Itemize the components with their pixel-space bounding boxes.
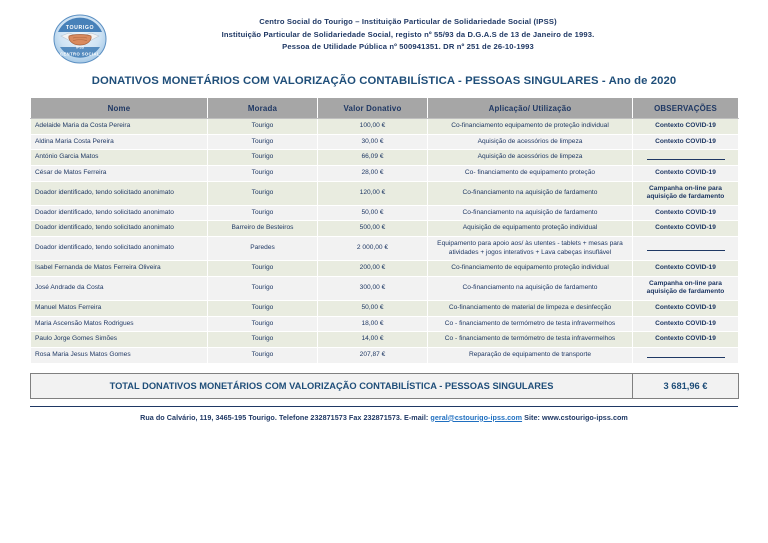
table-row bbox=[31, 166, 739, 182]
cell-valor: 50,00 € bbox=[318, 300, 428, 316]
table-row bbox=[31, 347, 739, 363]
cell-valor: 200,00 € bbox=[318, 261, 428, 277]
table-row bbox=[31, 181, 739, 205]
document-header bbox=[0, 0, 768, 64]
cell-valor: 2 000,00 € bbox=[318, 237, 428, 261]
cell-valor: 50,00 € bbox=[318, 205, 428, 221]
cell-aplicacao: Co-financiamento equipamento de proteção individual bbox=[428, 119, 633, 135]
cell-aplicacao: Co-financiamento na aquisição de fardamento bbox=[428, 181, 633, 205]
cell-aplicacao: Aquisição de acessórios de limpeza bbox=[428, 134, 633, 150]
cell-observacoes: Contexto COVID-19 bbox=[633, 221, 739, 237]
table-row bbox=[31, 205, 739, 221]
total-row bbox=[31, 373, 739, 398]
cell-morada: Tourigo bbox=[208, 332, 318, 348]
cell-observacoes: Contexto COVID-19 bbox=[633, 316, 739, 332]
cell-observacoes: Contexto COVID-19 bbox=[633, 205, 739, 221]
cell-nome: Isabel Fernanda de Matos Ferreira Oliveira bbox=[31, 261, 208, 277]
cell-observacoes: Contexto COVID-19 bbox=[633, 119, 739, 135]
cell-aplicacao: Co-financiamento de material de limpeza e desinfecção bbox=[428, 300, 633, 316]
donations-table-body bbox=[31, 119, 739, 364]
column-header-morada: Morada bbox=[208, 98, 318, 119]
org-line-1: Centro Social do Tourigo – Instituição Particular de Solidariedade Social (IPSS) bbox=[259, 17, 557, 26]
footer-address-text: Rua do Calvário, 119, 3465-195 Tourigo. Telefone 232871573 Fax 232871573. E-mail: bbox=[140, 412, 431, 422]
cell-morada: Tourigo bbox=[208, 166, 318, 182]
organization-identity-block bbox=[78, 12, 738, 54]
cell-morada: Tourigo bbox=[208, 150, 318, 166]
cell-nome: Adelaide Maria da Costa Pereira bbox=[31, 119, 208, 135]
cell-morada: Tourigo bbox=[208, 119, 318, 135]
footer-divider bbox=[30, 406, 738, 407]
cell-aplicacao: Co-financiamento de equipamento proteção individual bbox=[428, 261, 633, 277]
table-row bbox=[31, 276, 739, 300]
svg-text:CENTRO SOCIAL: CENTRO SOCIAL bbox=[60, 51, 100, 57]
total-table bbox=[30, 373, 739, 399]
footer-site-text: Site: www.cstourigo-ipss.com bbox=[522, 412, 628, 422]
cell-nome: António Garcia Matos bbox=[31, 150, 208, 166]
cell-nome: Manuel Matos Ferreira bbox=[31, 300, 208, 316]
cell-morada: Tourigo bbox=[208, 261, 318, 277]
cell-observacoes bbox=[633, 237, 739, 261]
cell-valor: 207,87 € bbox=[318, 347, 428, 363]
cell-nome: Aldina Maria Costa Pereira bbox=[31, 134, 208, 150]
cell-observacoes: Contexto COVID-19 bbox=[633, 300, 739, 316]
column-header-valor: Valor Donativo bbox=[318, 98, 428, 119]
cell-valor: 500,00 € bbox=[318, 221, 428, 237]
cell-valor: 100,00 € bbox=[318, 119, 428, 135]
cell-morada: Tourigo bbox=[208, 300, 318, 316]
total-label: TOTAL DONATIVOS MONETÁRIOS COM VALORIZAÇÃO CONTABILÍSTICA - PESSOAS SINGULARES bbox=[31, 373, 633, 398]
cell-aplicacao: Co - financiamento de termómetro de testa infravermelhos bbox=[428, 316, 633, 332]
cell-morada: Tourigo bbox=[208, 134, 318, 150]
cell-observacoes: Contexto COVID-19 bbox=[633, 166, 739, 182]
cell-nome: Doador identificado, tendo solicitado anonimato bbox=[31, 221, 208, 237]
cell-morada: Tourigo bbox=[208, 347, 318, 363]
cell-observacoes: Campanha on-line para aquisição de fardamento bbox=[633, 276, 739, 300]
handshake-shield-logo-icon bbox=[52, 14, 108, 64]
cell-valor: 28,00 € bbox=[318, 166, 428, 182]
blank-placeholder-line bbox=[647, 351, 725, 358]
footer-contact bbox=[0, 413, 768, 422]
cell-valor: 18,00 € bbox=[318, 316, 428, 332]
org-line-3: Pessoa de Utilidade Pública nº 500941351. DR nº 251 de 26-10-1993 bbox=[282, 42, 534, 51]
cell-nome: Doador identificado, tendo solicitado anonimato bbox=[31, 181, 208, 205]
total-row-container bbox=[0, 373, 768, 399]
column-header-nome: Nome bbox=[31, 98, 208, 119]
cell-nome: Doador identificado, tendo solicitado anonimato bbox=[31, 205, 208, 221]
cell-nome: Rosa Maria Jesus Matos Gomes bbox=[31, 347, 208, 363]
cell-nome: José Andrade da Costa bbox=[31, 276, 208, 300]
cell-observacoes: Contexto COVID-19 bbox=[633, 261, 739, 277]
cell-observacoes: Campanha on-line para aquisição de fardamento bbox=[633, 181, 739, 205]
column-header-aplicacao: Aplicação/ Utilização bbox=[428, 98, 633, 119]
cell-morada: Paredes bbox=[208, 237, 318, 261]
table-row bbox=[31, 221, 739, 237]
table-row bbox=[31, 316, 739, 332]
table-row bbox=[31, 237, 739, 261]
total-value: 3 681,96 € bbox=[633, 373, 739, 398]
table-row bbox=[31, 261, 739, 277]
cell-aplicacao: Equipamento para apoio aos/ às utentes - tablets + mesas para atividades + jogos interativos + Lava cabeças insuflável bbox=[428, 237, 633, 261]
cell-valor: 14,00 € bbox=[318, 332, 428, 348]
cell-observacoes: Contexto COVID-19 bbox=[633, 134, 739, 150]
blank-placeholder-line bbox=[647, 153, 725, 160]
cell-morada: Tourigo bbox=[208, 316, 318, 332]
cell-morada: Tourigo bbox=[208, 181, 318, 205]
table-row bbox=[31, 300, 739, 316]
page-title: DONATIVOS MONETÁRIOS COM VALORIZAÇÃO CONTABILÍSTICA - PESSOAS SINGULARES - Ano de 2020 bbox=[91, 75, 677, 87]
cell-aplicacao: Co- financiamento de equipamento proteção bbox=[428, 166, 633, 182]
cell-morada: Barreiro de Besteiros bbox=[208, 221, 318, 237]
cell-nome: Paulo Jorge Gomes Simões bbox=[31, 332, 208, 348]
blank-placeholder-line bbox=[647, 244, 725, 251]
table-header-row bbox=[31, 98, 739, 119]
cell-aplicacao: Aquisição de acessórios de limpeza bbox=[428, 150, 633, 166]
footer-email-link[interactable]: geral@cstourigo-ipss.com bbox=[430, 412, 523, 422]
cell-observacoes bbox=[633, 347, 739, 363]
cell-observacoes: Contexto COVID-19 bbox=[633, 332, 739, 348]
donations-table-container bbox=[0, 97, 768, 364]
cell-aplicacao: Co-financiamento na aquisição de fardamento bbox=[428, 276, 633, 300]
organization-logo bbox=[52, 14, 108, 64]
donations-table bbox=[30, 97, 739, 364]
table-row bbox=[31, 134, 739, 150]
svg-text:IPSS: IPSS bbox=[76, 45, 84, 50]
cell-observacoes bbox=[633, 150, 739, 166]
cell-valor: 66,09 € bbox=[318, 150, 428, 166]
svg-text:TOURIGO: TOURIGO bbox=[65, 25, 95, 31]
cell-valor: 120,00 € bbox=[318, 181, 428, 205]
cell-nome: Maria Ascensão Matos Rodrigues bbox=[31, 316, 208, 332]
cell-valor: 300,00 € bbox=[318, 276, 428, 300]
cell-aplicacao: Reparação de equipamento de transporte bbox=[428, 347, 633, 363]
cell-morada: Tourigo bbox=[208, 205, 318, 221]
column-header-observacoes: OBSERVAÇÕES bbox=[633, 98, 739, 119]
cell-morada: Tourigo bbox=[208, 276, 318, 300]
cell-aplicacao: Co-financiamento na aquisição de fardamento bbox=[428, 205, 633, 221]
org-line-2: Instituição Particular de Solidariedade Social, registo nº 55/93 da D.G.A.S de 13 de Janeiro de 1993. bbox=[221, 29, 595, 39]
cell-nome: Doador identificado, tendo solicitado anonimato bbox=[31, 237, 208, 261]
cell-nome: César de Matos Ferreira bbox=[31, 166, 208, 182]
cell-aplicacao: Co - financiamento de termómetro de testa infravermelhos bbox=[428, 332, 633, 348]
table-row bbox=[31, 332, 739, 348]
cell-valor: 30,00 € bbox=[318, 134, 428, 150]
cell-aplicacao: Aquisição de equipamento proteção individual bbox=[428, 221, 633, 237]
table-row bbox=[31, 150, 739, 166]
table-row bbox=[31, 119, 739, 135]
